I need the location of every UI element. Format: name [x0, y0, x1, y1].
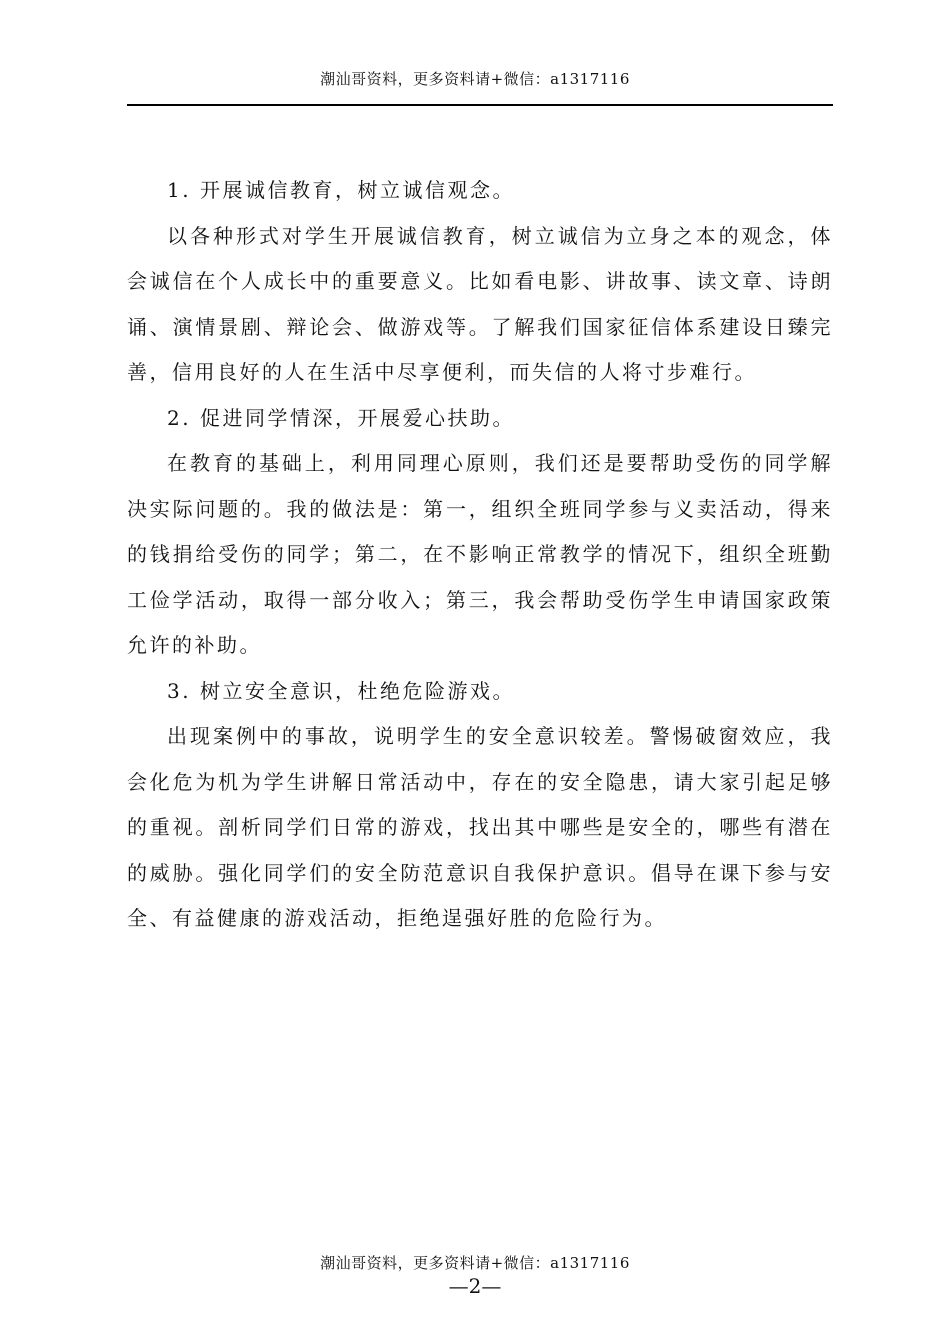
page-header: 潮汕哥资料，更多资料请+微信：a1317116 — [320, 70, 630, 88]
header-divider — [127, 104, 833, 106]
page-number: —2— — [448, 1274, 502, 1298]
section-paragraph-1: 以各种形式对学生开展诚信教育，树立诚信为立身之本的观念，体会诚信在个人成长中的重要意义。比如看电影、讲故事、读文章、诗朗诵、演情景剧、辩论会、做游戏等。了解我们国家征信体系建设日臻完善，信用良好的人在生活中尽享便利，而失信的人将寸步难行。 — [127, 223, 833, 384]
section-heading-1: 1. 开展诚信教育，树立诚信观念。 — [167, 178, 515, 202]
section-paragraph-3: 出现案例中的事故，说明学生的安全意识较差。警惕破窗效应，我会化危为机为学生讲解日常活动中，存在的安全隐患，请大家引起足够的重视。剖析同学们日常的游戏，找出其中哪些是安全的，哪些有潜在的威胁。强化同学们的安全防范意识自我保护意识。倡导在课下参与安全、有益健康的游戏活动，拒绝逞强好胜的危险行为。 — [127, 724, 833, 930]
section-paragraph-2: 在教育的基础上，利用同理心原则，我们还是要帮助受伤的同学解决实际问题的。我的做法是：第一，组织全班同学参与义卖活动，得来的钱捐给受伤的同学；第二，在不影响正常教学的情况下，组织全班勤工俭学活动，取得一部分收入；第三，我会帮助受伤学生申请国家政策允许的补助。 — [127, 451, 833, 657]
section-heading-2: 2. 促进同学情深，开展爱心扶助。 — [167, 405, 515, 430]
page-footer: 潮汕哥资料，更多资料请+微信：a1317116 — [320, 1254, 630, 1272]
section-heading-3: 3. 树立安全意识，杜绝危险游戏。 — [167, 678, 515, 703]
document-body — [127, 168, 833, 942]
